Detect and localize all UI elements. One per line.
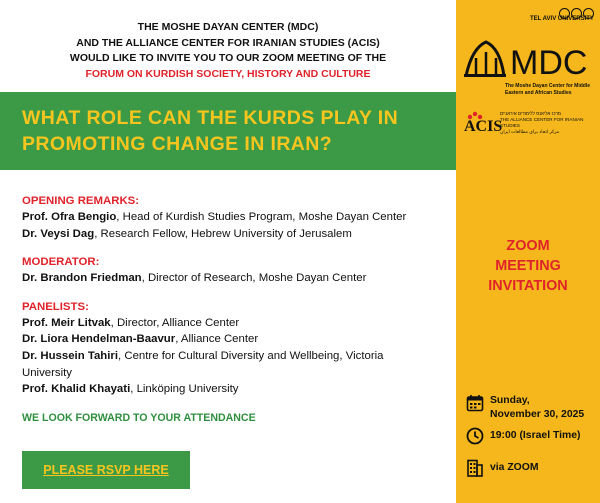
event-title (22, 105, 398, 157)
forum-title: FORUM ON KURDISH SOCIETY, HISTORY AND CULTURE (85, 67, 371, 80)
event-venue-text: via ZOOM (490, 462, 539, 473)
clock-icon (466, 427, 484, 445)
rsvp-link[interactable]: PLEASE RSVP HERE (43, 463, 169, 477)
speaker-role: , Linköping University (130, 383, 239, 396)
zoom-invitation-heading (456, 236, 600, 296)
speaker-role: , Director of Research, Moshe Dayan Center (141, 272, 367, 285)
speaker-name: Dr. Liora Hendelman-Baavur (22, 333, 176, 346)
event-venue (466, 459, 594, 477)
intro-line-2: AND THE ALLIANCE CENTER FOR IRANIAN STUDIES (ACIS) (76, 36, 380, 49)
speaker-row (22, 348, 452, 365)
title-banner (0, 92, 456, 170)
speaker-row (22, 315, 452, 332)
panelists-heading: PANELISTS: (22, 300, 89, 313)
intro-line-1: THE MOSHE DAYAN CENTER (MDC) (137, 21, 319, 33)
mdc-wordmark: MDC (510, 44, 588, 82)
speaker-role: , Director, Alliance Center (110, 316, 240, 329)
speaker-row-continued (22, 365, 452, 382)
acis-subtitle-hebrew: מרכז אליאנס ללימודים איראניים (500, 111, 561, 116)
zoom-heading-line-2: MEETING (495, 258, 561, 274)
zoom-heading-line-3: INVITATION (488, 278, 568, 294)
event-time-text: 19:00 (Israel Time) (490, 430, 581, 441)
acis-subtitle-english: THE ALLIANCE CENTER FOR IRANIAN STUDIES (500, 117, 584, 128)
event-date-full: November 30, 2025 (490, 409, 585, 420)
speaker-name: Dr. Hussein Tahiri (22, 349, 119, 362)
event-title-line-2: PROMOTING CHANGE IN IRAN? (22, 133, 333, 155)
calendar-icon (466, 394, 484, 412)
event-date (466, 394, 594, 424)
speaker-role: University (22, 366, 73, 379)
zoom-heading-line-1: ZOOM (506, 238, 550, 254)
event-title-line-1: WHAT ROLE CAN THE KURDS PLAY IN (22, 107, 399, 129)
building-icon (466, 459, 484, 477)
tau-label: TEL AVIV UNIVERSITY (530, 16, 594, 22)
speaker-row (22, 226, 452, 243)
speaker-name: Prof. Meir Litvak (22, 316, 111, 329)
rsvp-button[interactable] (22, 451, 190, 489)
attendance-note: WE LOOK FORWARD TO YOUR ATTENDANCE (22, 411, 256, 424)
speaker-row (22, 209, 452, 226)
speaker-row (22, 381, 452, 398)
moderator-heading: MODERATOR: (22, 256, 100, 269)
opening-remarks-heading: OPENING REMARKS: (22, 195, 140, 207)
speaker-role: , Research Fellow, Hebrew University of Jerusalem (94, 227, 352, 240)
mdc-subtitle: The Moshe Dayan Center for Middle Eastern and African Studies (505, 83, 591, 96)
program-details (22, 193, 452, 424)
mdc-logo (462, 28, 592, 83)
speaker-name: Dr. Brandon Friedman (22, 272, 142, 285)
event-date-day: Sunday, (490, 395, 530, 406)
speaker-row (22, 331, 452, 348)
speaker-role: , Centre for Cultural Diversity and Wellbeing, Victoria (118, 349, 384, 362)
speaker-role: , Head of Kurdish Studies Program, Moshe Dayan Center (116, 211, 407, 223)
intro-text (0, 20, 456, 82)
acis-subtitle (500, 111, 595, 135)
event-time (466, 427, 594, 445)
speaker-name: Prof. Ofra Bengio (22, 211, 117, 223)
intro-line-3: WOULD LIKE TO INVITE YOU TO OUR ZOOM MEETING OF THE (69, 52, 387, 64)
acis-subtitle-persian: مرکز اتحاد برای مطالعات ایران (500, 129, 560, 134)
speaker-row (22, 270, 452, 287)
acis-wordmark: ACIS (464, 118, 503, 135)
event-date-text (490, 394, 584, 422)
speaker-name: Dr. Veysi Dag (22, 227, 95, 240)
speaker-role: , Alliance Center (175, 333, 259, 346)
speaker-name: Prof. Khalid Khayati (22, 383, 131, 396)
